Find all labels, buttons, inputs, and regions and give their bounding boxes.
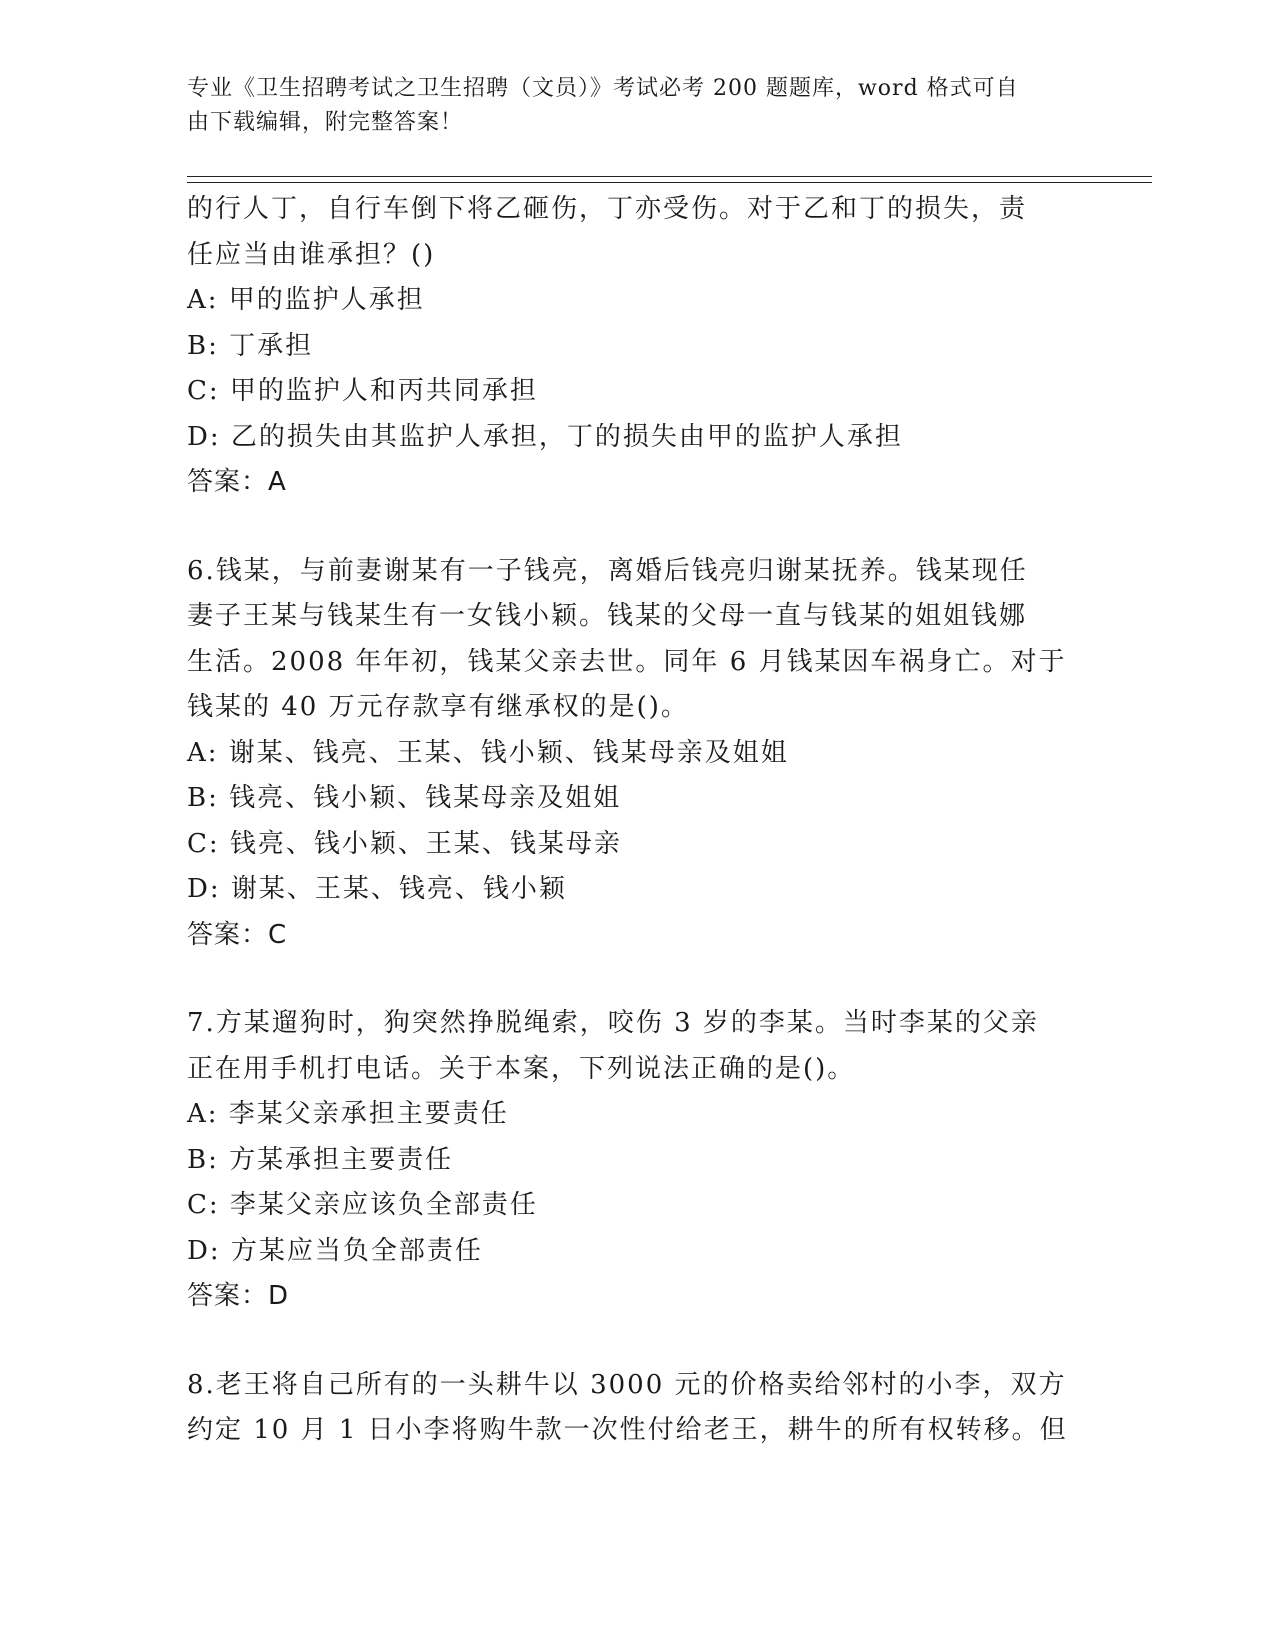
header-title-line-2: 由下载编辑，附完整答案！: [187, 110, 464, 135]
option-a: A: 李某父亲承担主要责任: [187, 1099, 509, 1129]
spacer: [187, 958, 1087, 1001]
answer-line: 答案：C: [187, 919, 288, 950]
question-stem-line: 6.钱某，与前妻谢某有一子钱亮，离婚后钱亮归谢某抚养。钱某现任: [187, 555, 1028, 586]
header-rule-bottom: [187, 182, 1152, 183]
spacer: [187, 506, 1087, 549]
header-title-line-1: 专业《卫生招聘考试之卫生招聘（文员）》考试必考 200 题题库，word 格式可自: [187, 76, 1019, 101]
spacer: [187, 1320, 1087, 1363]
option-a: A: 谢某、钱亮、王某、钱小颖、钱某母亲及姐姐: [187, 737, 789, 768]
question-block: [187, 1001, 1087, 1320]
header-rule-top: [187, 176, 1152, 177]
question-block: [187, 187, 1087, 506]
option-d: D: 乙的损失由其监护人承担，丁的损失由甲的监护人承担: [187, 421, 903, 452]
document-body: [187, 187, 1087, 1454]
option-c: C: 钱亮、钱小颖、王某、钱某母亲: [187, 828, 622, 859]
option-c: C: 李某父亲应该负全部责任: [187, 1190, 538, 1220]
question-stem-line: 的行人丁，自行车倒下将乙砸伤，丁亦受伤。对于乙和丁的损失，责: [187, 194, 1028, 224]
option-a: A: 甲的监护人承担: [187, 285, 425, 315]
document-header: [187, 72, 1067, 140]
option-d: D: 方某应当负全部责任: [187, 1235, 483, 1266]
option-d: D: 谢某、王某、钱亮、钱小颖: [187, 874, 567, 904]
option-b: B: 方某承担主要责任: [187, 1144, 454, 1175]
question-stem-line: 妻子王某与钱某生有一女钱小颖。钱某的父母一直与钱某的姐姐钱娜: [187, 601, 1028, 631]
answer-line: 答案：D: [187, 1281, 290, 1311]
answer-line: 答案：A: [187, 467, 287, 497]
question-stem-line: 约定 10 月 1 日小李将购牛款一次性付给老王，耕牛的所有权转移。但: [187, 1415, 1068, 1445]
question-stem-line: 生活。2008 年年初，钱某父亲去世。同年 6 月钱某因车祸身亡。对于: [187, 646, 1067, 677]
question-stem-line: 正在用手机打电话。关于本案，下列说法正确的是()。: [187, 1053, 856, 1084]
option-b: B: 丁承担: [187, 330, 314, 361]
question-block: [187, 549, 1087, 959]
option-c: C: 甲的监护人和丙共同承担: [187, 376, 538, 406]
question-stem-line: 8.老王将自己所有的一头耕牛以 3000 元的价格卖给邻村的小李，双方: [187, 1369, 1067, 1400]
question-block: [187, 1363, 1087, 1454]
question-stem-line: 钱某的 40 万元存款享有继承权的是()。: [187, 692, 689, 722]
question-stem-line: 任应当由谁承担？(): [187, 239, 436, 270]
option-b: B: 钱亮、钱小颖、钱某母亲及姐姐: [187, 783, 622, 813]
question-stem-line: 7.方某遛狗时，狗突然挣脱绳索，咬伤 3 岁的李某。当时李某的父亲: [187, 1008, 1039, 1038]
